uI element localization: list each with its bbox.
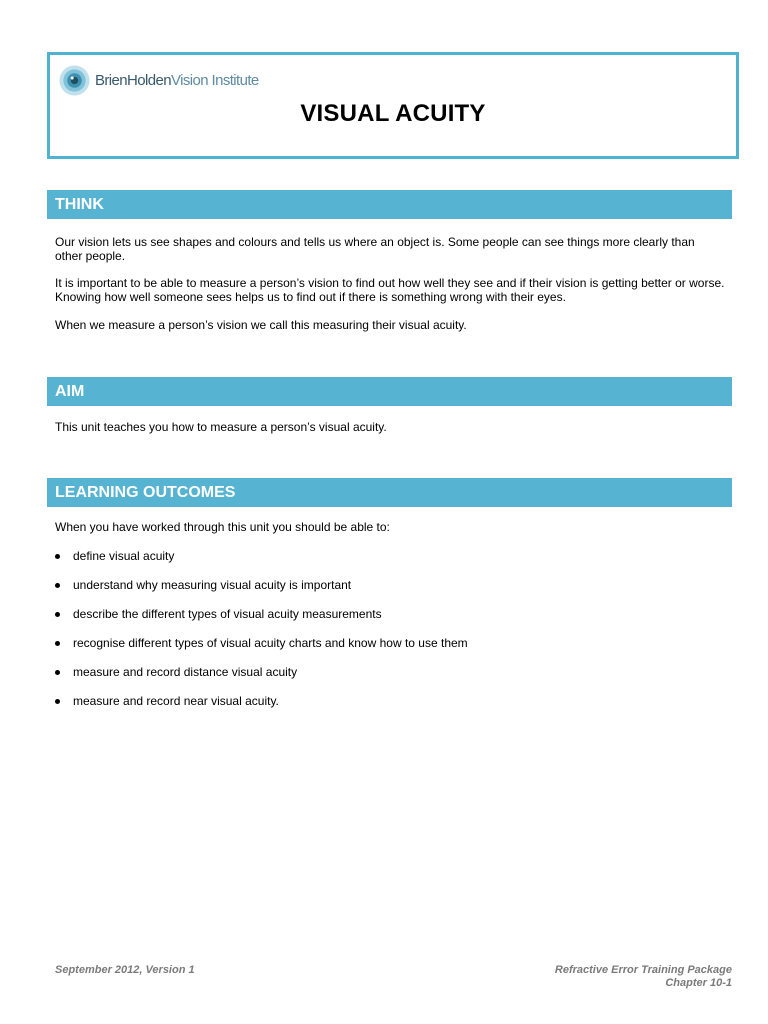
logo-text-holden: Holden: [127, 71, 171, 89]
bullet-icon: [55, 641, 60, 646]
list-item-text: describe the different types of visual acuity measurements: [73, 607, 382, 621]
list-item: [55, 578, 725, 607]
section-heading-aim: AIM: [47, 377, 732, 406]
bullet-icon: [55, 670, 60, 675]
logo-text-brien: Brien: [95, 71, 128, 89]
bullet-icon: [55, 554, 60, 559]
think-paragraph-3: When we measure a person’s vision we call this measuring their visual acuity.: [55, 318, 467, 332]
list-item: [55, 636, 725, 665]
list-item-text: define visual acuity: [73, 549, 175, 563]
eye-logo-icon: [59, 65, 90, 96]
logo-text-institute: Vision Institute: [170, 71, 259, 89]
page-title: VISUAL ACUITY: [300, 100, 486, 127]
list-item-text: understand why measuring visual acuity is important: [73, 578, 352, 592]
logo-text: [95, 72, 259, 89]
list-item: [55, 549, 725, 578]
section-heading-think: THINK: [47, 190, 732, 219]
bullet-icon: [55, 612, 60, 617]
footer-chapter-number: Chapter 10-1: [665, 977, 732, 989]
outcomes-intro: When you have worked through this unit you should be able to:: [55, 520, 390, 534]
footer-chapter-info: [555, 964, 732, 990]
list-item-text: recognise different types of visual acuity charts and know how to use them: [73, 636, 468, 650]
list-item-text: measure and record distance visual acuity: [73, 665, 298, 679]
footer-package-name: Refractive Error Training Package: [554, 964, 732, 976]
bullet-icon: [55, 699, 60, 704]
logo: [59, 63, 259, 97]
think-paragraph-2: It is important to be able to measure a person’s vision to find out how well they see and if their vision is getting better or worse. Knowing how well someone sees helps us to find out if there is something wrong with their eyes.: [55, 276, 725, 304]
bullet-icon: [55, 583, 60, 588]
list-item: [55, 665, 725, 694]
think-paragraph-1: Our vision lets us see shapes and colours and tells us where an object is. Some people can see things more clearly than other people.: [55, 235, 695, 263]
list-item-text: measure and record near visual acuity.: [73, 694, 279, 708]
list-item: [55, 694, 725, 723]
list-item: [55, 607, 725, 636]
learning-outcomes-list: [55, 549, 725, 723]
footer-version: September 2012, Version 1: [55, 964, 195, 976]
header-box: [47, 52, 739, 159]
section-heading-learning-outcomes: LEARNING OUTCOMES: [47, 478, 732, 507]
aim-paragraph-1: This unit teaches you how to measure a person’s visual acuity.: [55, 420, 387, 434]
